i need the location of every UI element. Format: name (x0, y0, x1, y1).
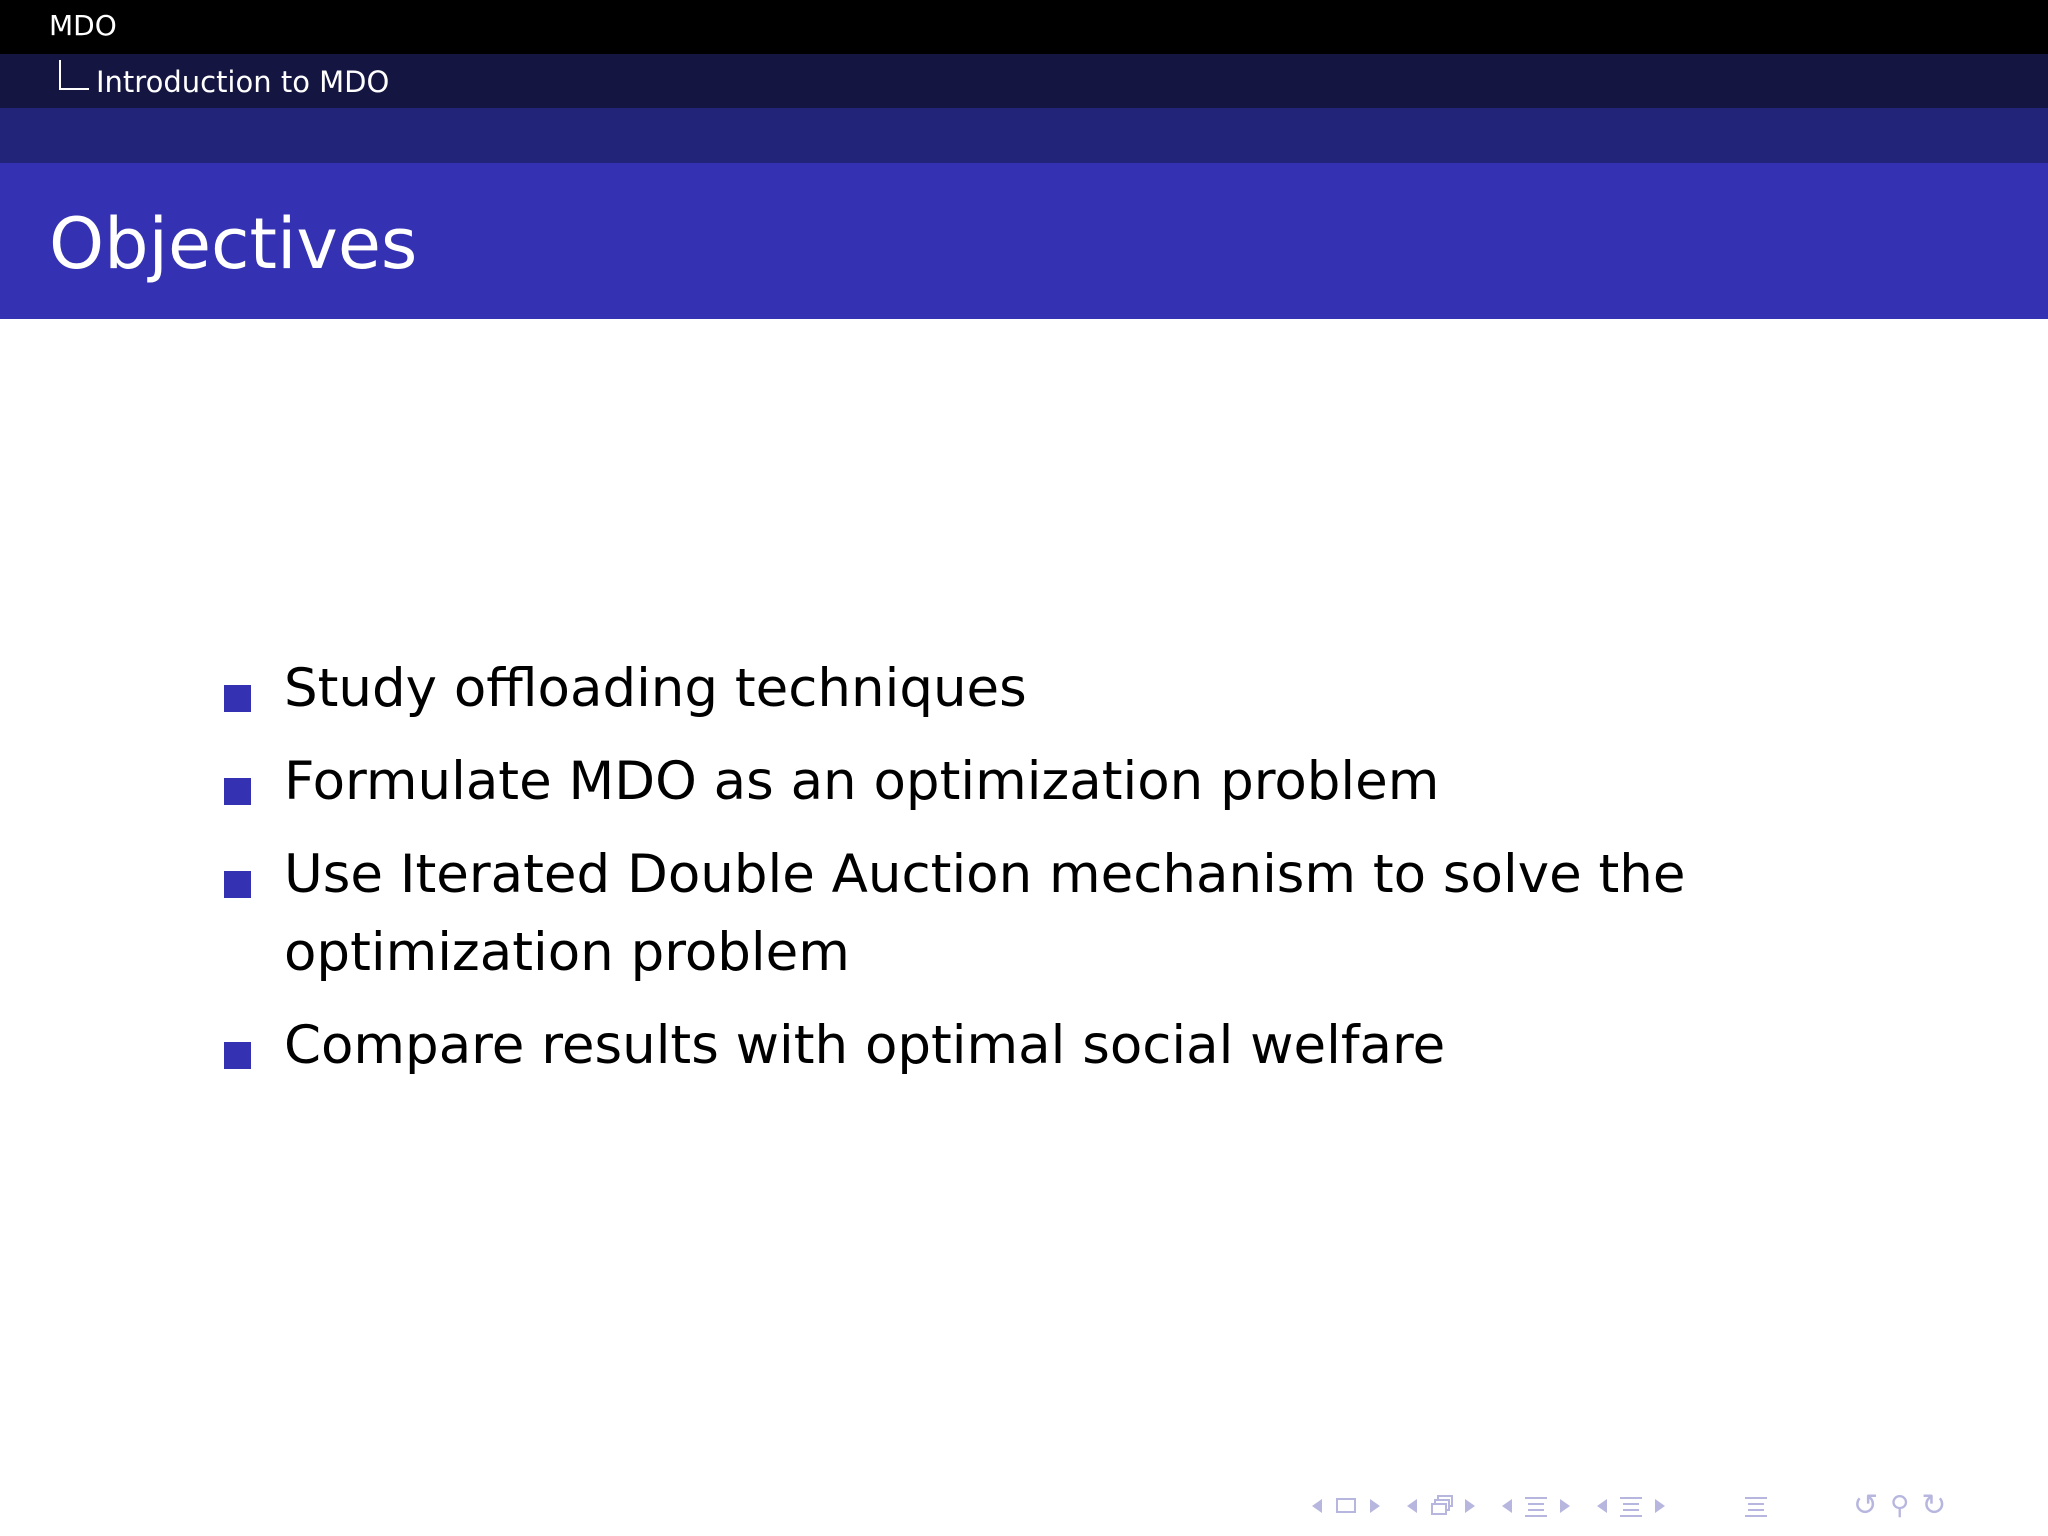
bullet-square-icon (224, 871, 251, 898)
bullet-square-icon (224, 685, 251, 712)
section-title[interactable]: MDO (49, 9, 117, 42)
nav-next-subsection-icon[interactable] (1560, 1499, 1570, 1513)
nav-next-frame-icon[interactable] (1465, 1499, 1475, 1513)
nav-slide-group[interactable] (1312, 1493, 1380, 1519)
bullet-text: Compare results with optimal social welfare (284, 1015, 1446, 1076)
nav-next-slide-icon[interactable] (1370, 1499, 1380, 1513)
nav-prev-frame-icon[interactable] (1407, 1499, 1417, 1513)
header-section-bar (0, 0, 2048, 54)
nav-document-group[interactable] (1732, 1493, 1780, 1519)
nav-frame-icon[interactable] (1427, 1493, 1455, 1519)
nav-prev-slide-icon[interactable] (1312, 1499, 1322, 1513)
bullet-text: Use Iterated Double Auction mechanism to solve the optimization problem (284, 844, 1686, 983)
nav-forward-icon[interactable]: ↻ (1921, 1488, 1947, 1523)
list-item (223, 1007, 1783, 1085)
nav-search-group[interactable] (1847, 1488, 1952, 1523)
subsection-title: Introduction to MDO (96, 65, 390, 99)
nav-frame-group[interactable] (1407, 1493, 1475, 1519)
nav-document-icon[interactable] (1742, 1493, 1770, 1519)
list-item (223, 650, 1783, 728)
nav-subsection-group[interactable] (1502, 1493, 1570, 1519)
nav-section-icon[interactable] (1617, 1493, 1645, 1519)
nav-next-section-icon[interactable] (1655, 1499, 1665, 1513)
nav-slide-icon[interactable] (1332, 1493, 1360, 1519)
nav-back-icon[interactable]: ↺ (1853, 1488, 1879, 1523)
header-subsection-bar (0, 54, 2048, 108)
nav-prev-subsection-icon[interactable] (1502, 1499, 1512, 1513)
nav-prev-section-icon[interactable] (1597, 1499, 1607, 1513)
nav-section-group[interactable] (1597, 1493, 1665, 1519)
bullet-list (223, 650, 1783, 1100)
nav-subsection-icon[interactable] (1522, 1493, 1550, 1519)
tree-branch-icon (59, 60, 89, 90)
list-item (223, 743, 1783, 821)
bullet-square-icon (224, 778, 251, 805)
frame-title: Objectives (49, 203, 418, 285)
list-item (223, 836, 1783, 992)
nav-search-icon[interactable]: ⚲ (1890, 1491, 1910, 1521)
header-band (0, 108, 2048, 163)
bullet-text: Formulate MDO as an optimization problem (284, 751, 1440, 812)
bullet-square-icon (224, 1042, 251, 1069)
frame-title-bar (0, 163, 2048, 319)
bullet-text: Study offloading techniques (284, 658, 1027, 719)
beamer-navigation (1312, 1488, 1952, 1524)
